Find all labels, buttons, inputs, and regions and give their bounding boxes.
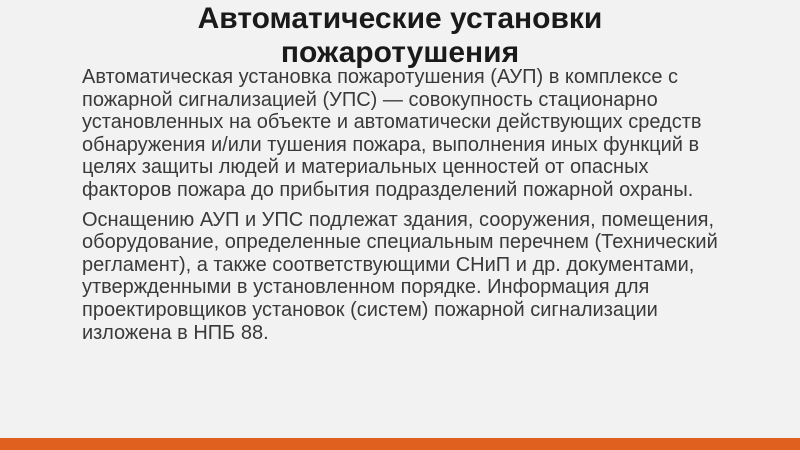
slide-body [82,66,722,351]
slide-title: Автоматические установки пожаротушения [197,2,603,69]
body-paragraph-2: Оснащению АУП и УПС подлежат здания, сооружения, помещения, оборудование, определенные специальным перечнем (Технический регламент), а также соответствующими СНиП и др. документами, утвержденными в установленном порядке. Информация для проектировщиков установок (систем) пожарной сигнализации изложена в НПБ 88. [82,208,718,344]
accent-bar [0,438,800,450]
body-paragraph-1: Автоматическая установка пожаротушения (АУП) в комплексе с пожарной сигнализацией (УПС) — совокупность стационарно установленных на объекте и автоматически действующих средств обнаружения и/или тушения пожара, выполнения иных функций в целях защиты людей и материальных ценностей от опасных факторов пожара до прибытия подразделений пожарной охраны. [82,66,702,201]
